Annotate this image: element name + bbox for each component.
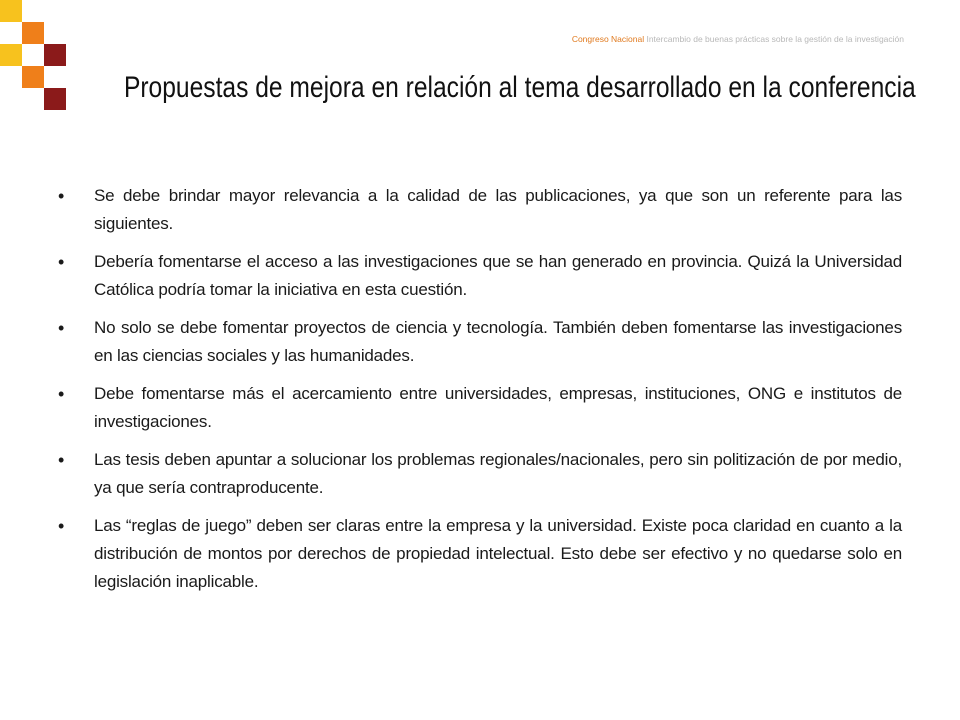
logo-square <box>44 88 66 110</box>
logo-square <box>44 44 66 66</box>
bullet-icon: • <box>58 186 65 206</box>
logo-square <box>0 0 22 22</box>
bullet-icon: • <box>58 516 65 536</box>
header-accent-text: Congreso Nacional <box>571 34 645 44</box>
bullet-list <box>58 182 902 606</box>
bullet-item <box>58 512 902 596</box>
slide-title-wrapper <box>100 66 916 110</box>
conference-header <box>572 34 904 44</box>
bullet-item <box>58 248 902 304</box>
logo-squares <box>0 0 70 110</box>
bullet-text: Se debe brindar mayor relevancia a la calidad de las publicaciones, ya que son un referente para las siguientes. <box>94 186 902 233</box>
bullet-item <box>58 182 902 238</box>
bullet-icon: • <box>58 450 65 470</box>
bullet-item <box>58 446 902 502</box>
logo-square <box>22 66 44 88</box>
bullet-icon: • <box>58 384 65 404</box>
header-rest-text: Intercambio de buenas prácticas sobre la gestión de la investigación <box>644 34 904 44</box>
bullet-item <box>58 314 902 370</box>
bullet-item <box>58 380 902 436</box>
bullet-text: Las tesis deben apuntar a solucionar los problemas regionales/nacionales, pero sin politización de por medio, ya que sería contraproducente. <box>94 450 902 497</box>
bullet-text: Debe fomentarse más el acercamiento entre universidades, empresas, instituciones, ONG e institutos de investigaciones. <box>94 384 902 431</box>
bullet-text: Las “reglas de juego” deben ser claras entre la empresa y la universidad. Existe poca claridad en cuanto a la distribución de montos por derechos de propiedad intelectual. Esto debe ser efectivo y no quedarse solo en legislación inaplicable. <box>94 516 902 591</box>
logo-square <box>22 22 44 44</box>
bullet-icon: • <box>58 252 65 272</box>
logo-square <box>0 44 22 66</box>
bullet-icon: • <box>58 318 65 338</box>
bullet-text: Debería fomentarse el acceso a las investigaciones que se han generado en provincia. Quizá la Universidad Católica podría tomar la iniciativa en esta cuestión. <box>94 252 902 299</box>
slide-title: Propuestas de mejora en relación al tema desarrollado en la conferencia <box>123 71 916 104</box>
bullet-text: No solo se debe fomentar proyectos de ciencia y tecnología. También deben fomentarse las investigaciones en las ciencias sociales y las humanidades. <box>94 318 902 365</box>
